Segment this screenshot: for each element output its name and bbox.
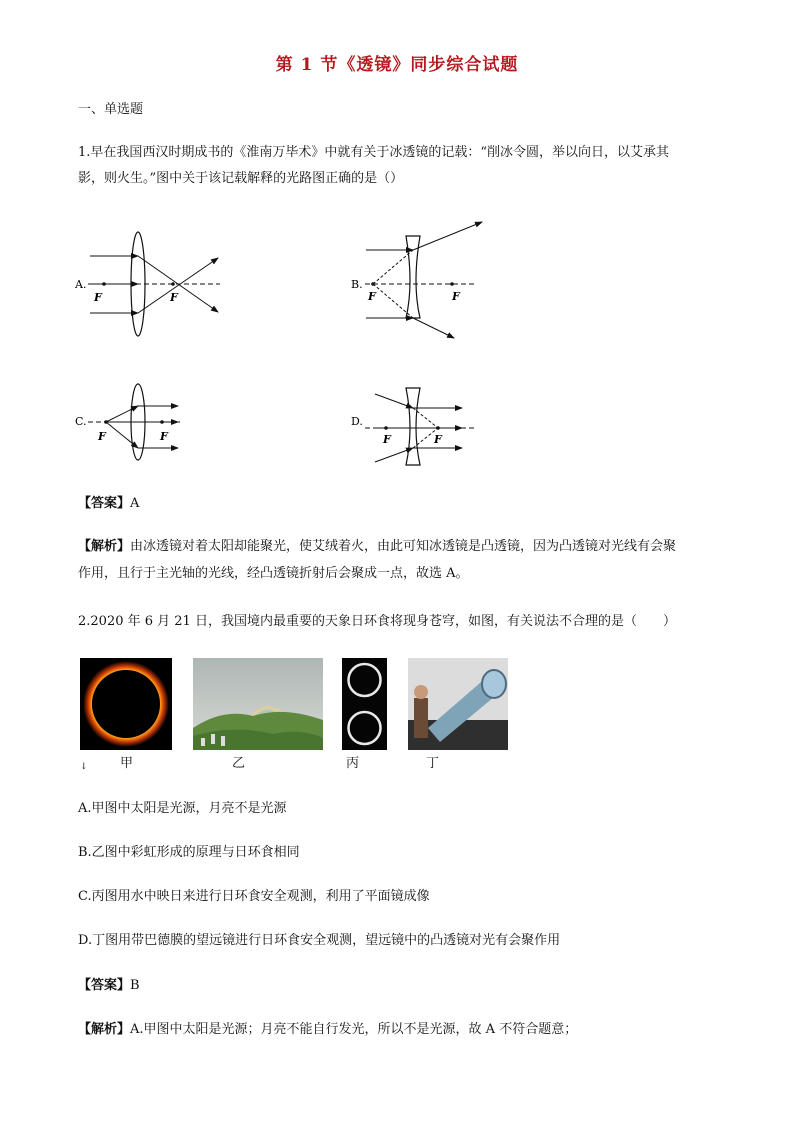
q2-option-c: C.丙图用水中映日来进行日环食安全观测，利用了平面镜成像	[78, 889, 430, 904]
q1-stem-line1: 1.早在我国西汉时期成书的《淮南万毕术》中就有关于冰透镜的记载：“削冰令圆，举以向日，以艾承其	[78, 145, 670, 160]
focus-label: F	[434, 433, 442, 446]
diagram-a	[74, 232, 220, 336]
photo-jia-eclipse	[80, 658, 172, 750]
focus-label: F	[170, 291, 178, 304]
label-c: C.	[75, 415, 87, 428]
label-a: A.	[75, 278, 87, 291]
caption-bing: 丙	[346, 756, 360, 771]
photo-bing-reflection	[342, 658, 387, 750]
answer-label: 【答案】	[78, 496, 131, 511]
analysis-label: 【解析】	[78, 539, 131, 554]
q2-option-b: B.乙图中彩虹形成的原理与日环食相同	[78, 845, 300, 860]
label-d: D.	[351, 415, 363, 428]
q2-option-a: A.甲图中太阳是光源，月亮不是光源	[78, 801, 287, 816]
focus-label: F	[94, 291, 102, 304]
analysis-label: 【解析】	[78, 1022, 131, 1037]
caption-mark: ↓	[80, 762, 88, 772]
page-title: 第 1 节《透镜》同步综合试题	[275, 55, 519, 75]
answer-value: B	[130, 978, 140, 993]
q2-stem: 2.2020 年 6 月 21 日，我国境内最重要的天象日环食将现身苍穹，如图，有关说法不合理的是（ ）	[78, 614, 676, 629]
q1-analysis-line2: 作用，且行于主光轴的光线，经凸透镜折射后会聚成一点，故选 A。	[78, 566, 469, 581]
focus-label: F	[383, 433, 391, 446]
q1-ray-diagrams	[70, 210, 490, 480]
q2-option-d: D.丁图用带巴德膜的望远镜进行日环食安全观测，望远镜中的凸透镜对光有会聚作用	[78, 933, 561, 948]
diagram-b	[351, 222, 482, 338]
answer-label: 【答案】	[78, 978, 131, 993]
section-heading: 一、单选题	[78, 102, 144, 117]
focus-label: F	[160, 430, 168, 443]
diagram-d	[351, 388, 475, 465]
caption-jia: 甲	[120, 756, 134, 771]
label-b: B.	[351, 278, 363, 291]
focus-label: F	[452, 290, 460, 303]
photo-ding-telescope	[408, 658, 508, 750]
caption-ding: 丁	[426, 756, 440, 771]
q1-analysis-line1: 【解析】由冰透镜对着太阳却能聚光，使艾绒着火，由此可知冰透镜是凸透镜，因为凸透镜对光线有会聚	[78, 539, 677, 554]
focus-label: F	[98, 430, 106, 443]
q1-answer	[78, 494, 139, 514]
q1-stem-line2: 影，则火生。”图中关于该记载解释的光路图正确的是（）	[78, 171, 404, 186]
photo-yi-rainbow	[193, 658, 323, 750]
q2-analysis-line1: 【解析】A.甲图中太阳是光源；月亮不能自行发光，所以不是光源，故 A 不符合题意；	[78, 1022, 578, 1037]
focus-label: F	[368, 290, 376, 303]
diagram-c	[75, 384, 180, 460]
caption-yi: 乙	[232, 756, 246, 771]
answer-value: A	[130, 496, 140, 511]
q2-answer	[78, 976, 140, 996]
